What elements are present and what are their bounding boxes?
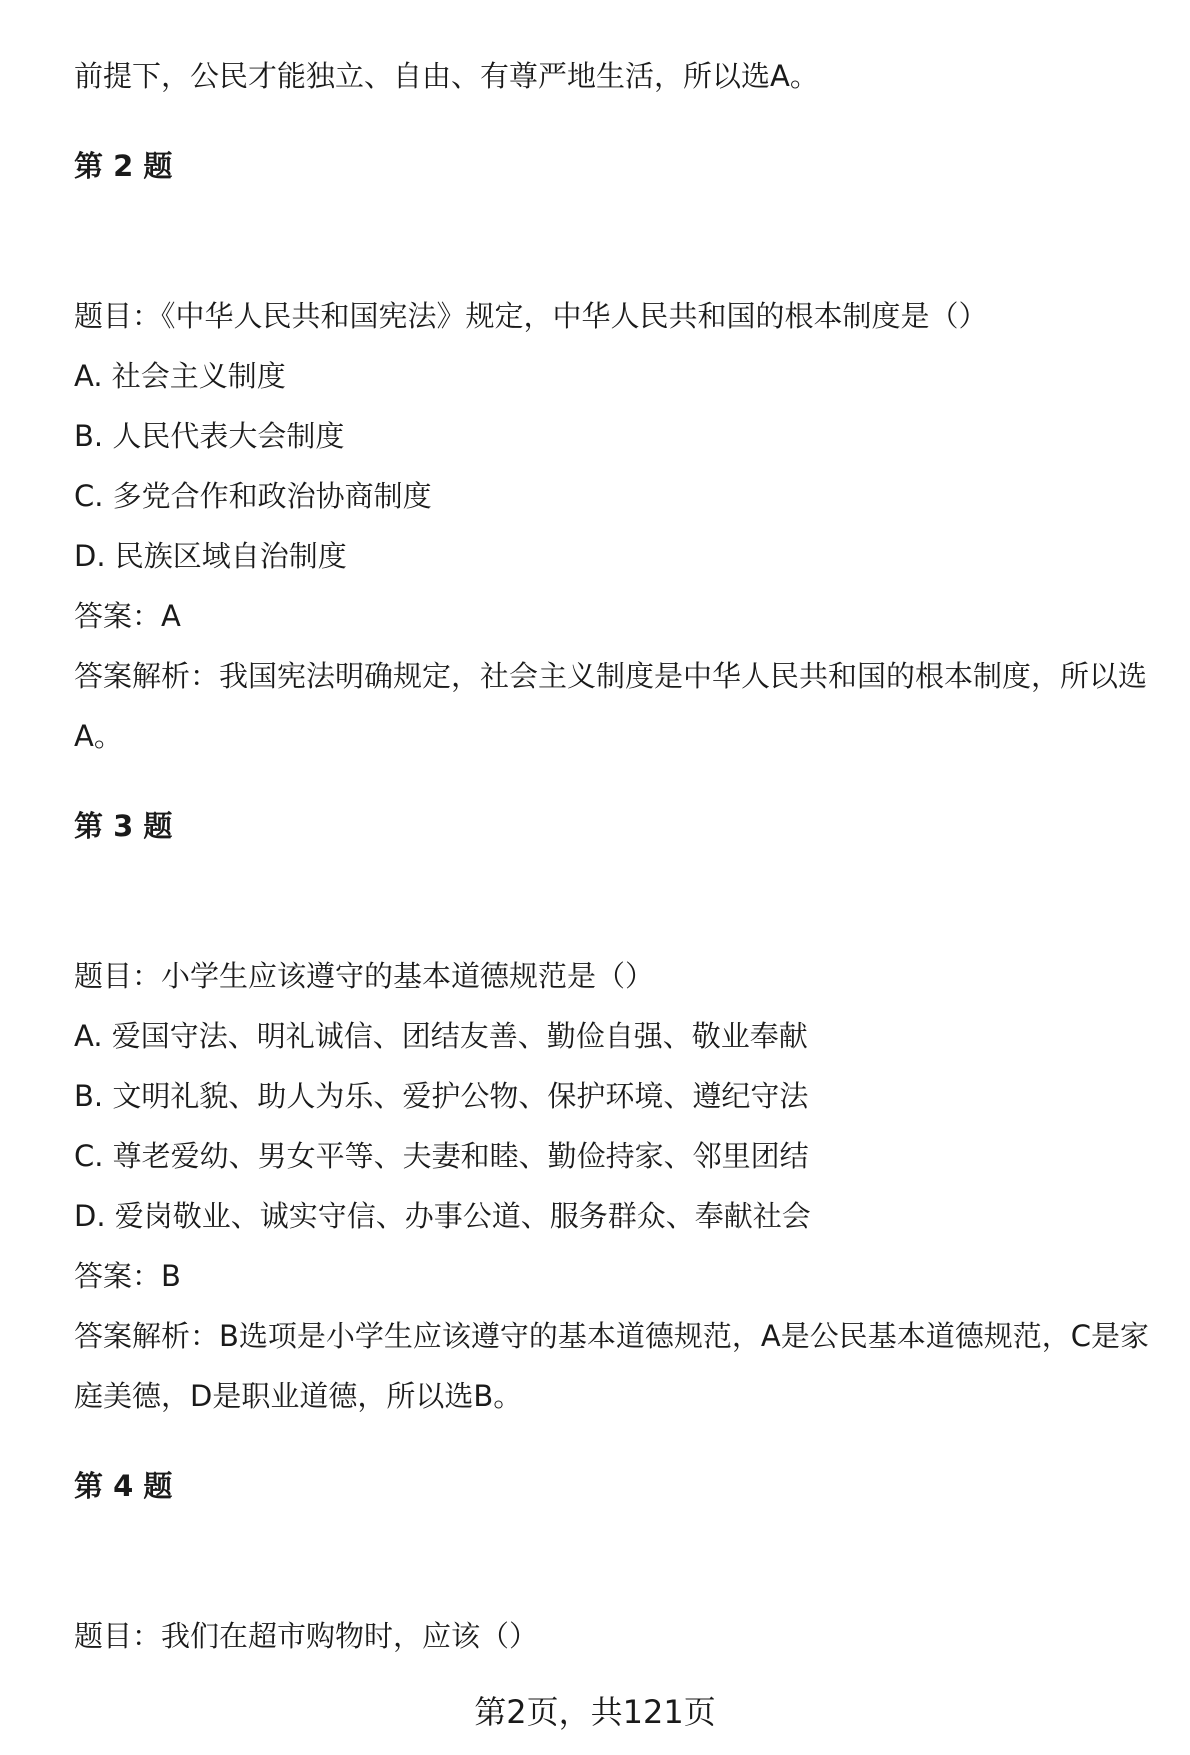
option-3-a: A. 爱国守法、明礼诚信、团结友善、勤俭自强、敬业奉献 bbox=[74, 1019, 808, 1053]
option-2-c: C. 多党合作和政治协商制度 bbox=[74, 479, 432, 513]
option-3-c: C. 尊老爱幼、男女平等、夫妻和睦、勤俭持家、邻里团结 bbox=[74, 1139, 809, 1173]
analysis-3: 答案解析：B选项是小学生应该遵守的基本道德规范，A是公民基本道德规范，C是家庭美德，D是职业道德，所以选B。 bbox=[74, 1319, 1149, 1413]
question-heading-2: 第 2 题 bbox=[74, 149, 173, 183]
analysis-2: 答案解析：我国宪法明确规定，社会主义制度是中华人民共和国的根本制度，所以选A。 bbox=[74, 659, 1148, 753]
question-stem-4: 题目：我们在超市购物时，应该（） bbox=[74, 1619, 539, 1653]
question-stem-3: 题目：小学生应该遵守的基本道德规范是（） bbox=[74, 959, 655, 993]
question-heading-3: 第 3 题 bbox=[74, 809, 173, 843]
carryover-text: 前提下，公民才能独立、自由、有尊严地生活，所以选A。 bbox=[74, 59, 819, 93]
answer-2: 答案：A bbox=[74, 599, 181, 633]
question-heading-4: 第 4 题 bbox=[74, 1469, 173, 1503]
option-2-a: A. 社会主义制度 bbox=[74, 359, 286, 393]
option-3-b: B. 文明礼貌、助人为乐、爱护公物、保护环境、遵纪守法 bbox=[74, 1079, 809, 1113]
page-content bbox=[74, 46, 1154, 1666]
option-2-d: D. 民族区域自治制度 bbox=[74, 539, 347, 573]
option-2-b: B. 人民代表大会制度 bbox=[74, 419, 345, 453]
page-footer: 第2页，共121页 bbox=[474, 1693, 716, 1731]
option-3-d: D. 爱岗敬业、诚实守信、办事公道、服务群众、奉献社会 bbox=[74, 1199, 811, 1233]
question-stem-2: 题目：《中华人民共和国宪法》规定，中华人民共和国的根本制度是（） bbox=[74, 299, 988, 333]
answer-3: 答案：B bbox=[74, 1259, 181, 1293]
